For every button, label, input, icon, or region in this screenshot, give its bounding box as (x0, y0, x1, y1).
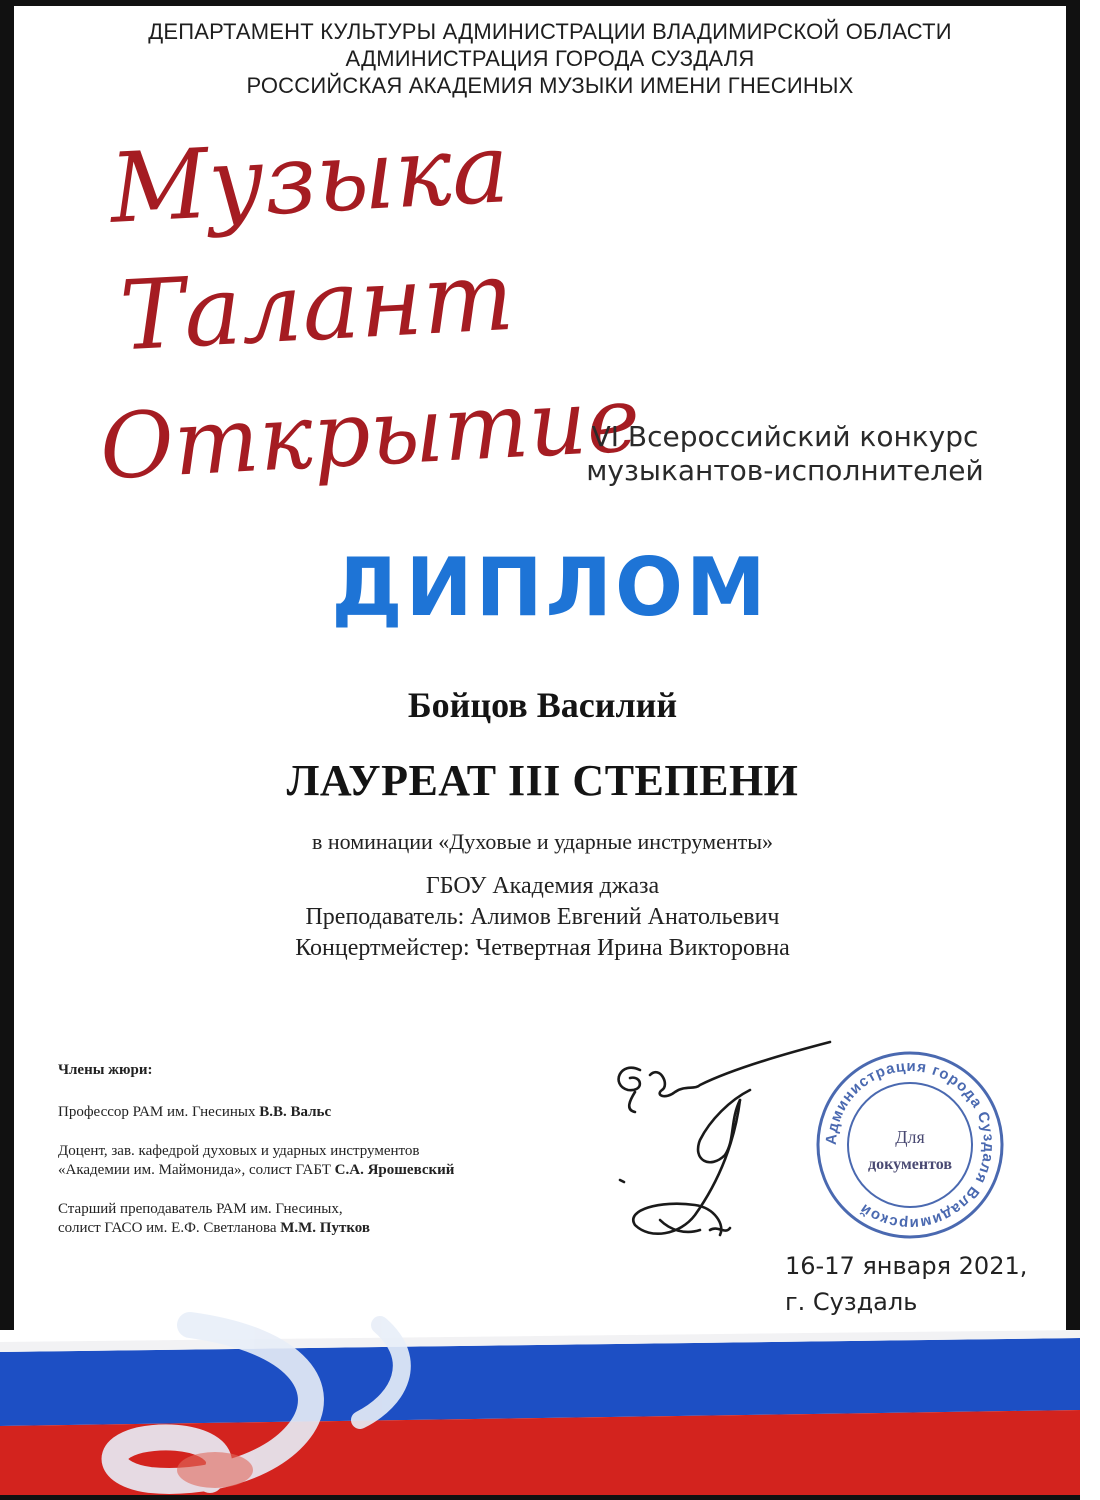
flag-ribbon (0, 1330, 1080, 1495)
jury-member-name: С.А. Ярошевский (334, 1162, 455, 1178)
organizer-line-1: ДЕПАРТАМЕНТ КУЛЬТУРЫ АДМИНИСТРАЦИИ ВЛАДИМИРСКОЙ ОБЛАСТИ (148, 19, 952, 44)
jury-member-position: Старший преподаватель РАМ им. Гнесиных, (58, 1201, 343, 1217)
contest-name (560, 420, 1010, 488)
event-dates: 16-17 января 2021, (785, 1252, 1028, 1280)
stamp-center-line-1: Для (895, 1127, 925, 1147)
jury-member-position: Доцент, зав. кафедрой духовых и ударных инструментов (58, 1143, 420, 1159)
jury-title: Члены жюри: (58, 1062, 153, 1078)
contest-logo (97, 100, 643, 501)
event-info (785, 1248, 1055, 1320)
jury-member-name: М.М. Путков (280, 1220, 371, 1236)
nomination: в номинации «Духовые и ударные инструменты» (311, 829, 774, 854)
contest-line-2: музыкантов-исполнителей (586, 454, 984, 487)
stamp-center-line-2: документов (868, 1156, 952, 1173)
diploma-title: ДИПЛОМ (331, 541, 769, 634)
stamp-ring-path: Администрация города Суздаля Владимирской (822, 1057, 998, 1233)
award-title: ЛАУРЕАТ III СТЕПЕНИ (286, 756, 799, 805)
logo-word-3: Открытие (97, 367, 643, 501)
jury-member (58, 1103, 598, 1122)
frame-top (0, 0, 1080, 6)
jury-member-name: В.В. Вальс (259, 1104, 332, 1120)
teacher: Преподаватель: Алимов Евгений Анатольевич (305, 904, 780, 930)
jury-member (58, 1200, 598, 1238)
event-city: г. Суздаль (785, 1288, 918, 1316)
participant-details (0, 871, 1085, 964)
jury-member-position: солист ГАСО им. Е.Ф. Светланова (58, 1220, 281, 1236)
organizers-header (40, 18, 1060, 99)
school: ГБОУ Академия джаза (425, 873, 660, 899)
organizer-line-3: РОССИЙСКАЯ АКАДЕМИЯ МУЗЫКИ ИМЕНИ ГНЕСИНЫХ (246, 73, 854, 98)
jury-member-position: «Академии им. Маймонида», солист ГАБТ (58, 1162, 335, 1178)
logo-word-2: Талант (117, 239, 517, 373)
jury-member-position: Профессор РАМ им. Гнесиных (58, 1104, 260, 1120)
winner-name: Бойцов Василий (407, 685, 678, 725)
signature (600, 1030, 840, 1260)
jury-block (58, 1062, 598, 1258)
official-stamp (810, 1045, 1010, 1245)
accompanist: Концертмейстер: Четвертная Ирина Викторовна (295, 935, 790, 961)
jury-member (58, 1142, 598, 1180)
frame-left (0, 0, 14, 1500)
organizer-line-2: АДМИНИСТРАЦИЯ ГОРОДА СУЗДАЛЯ (345, 46, 755, 71)
logo-word-1: Музыка (107, 112, 512, 245)
contest-line-1: VI Всероссийский конкурс (591, 420, 979, 453)
frame-right (1066, 0, 1080, 1500)
